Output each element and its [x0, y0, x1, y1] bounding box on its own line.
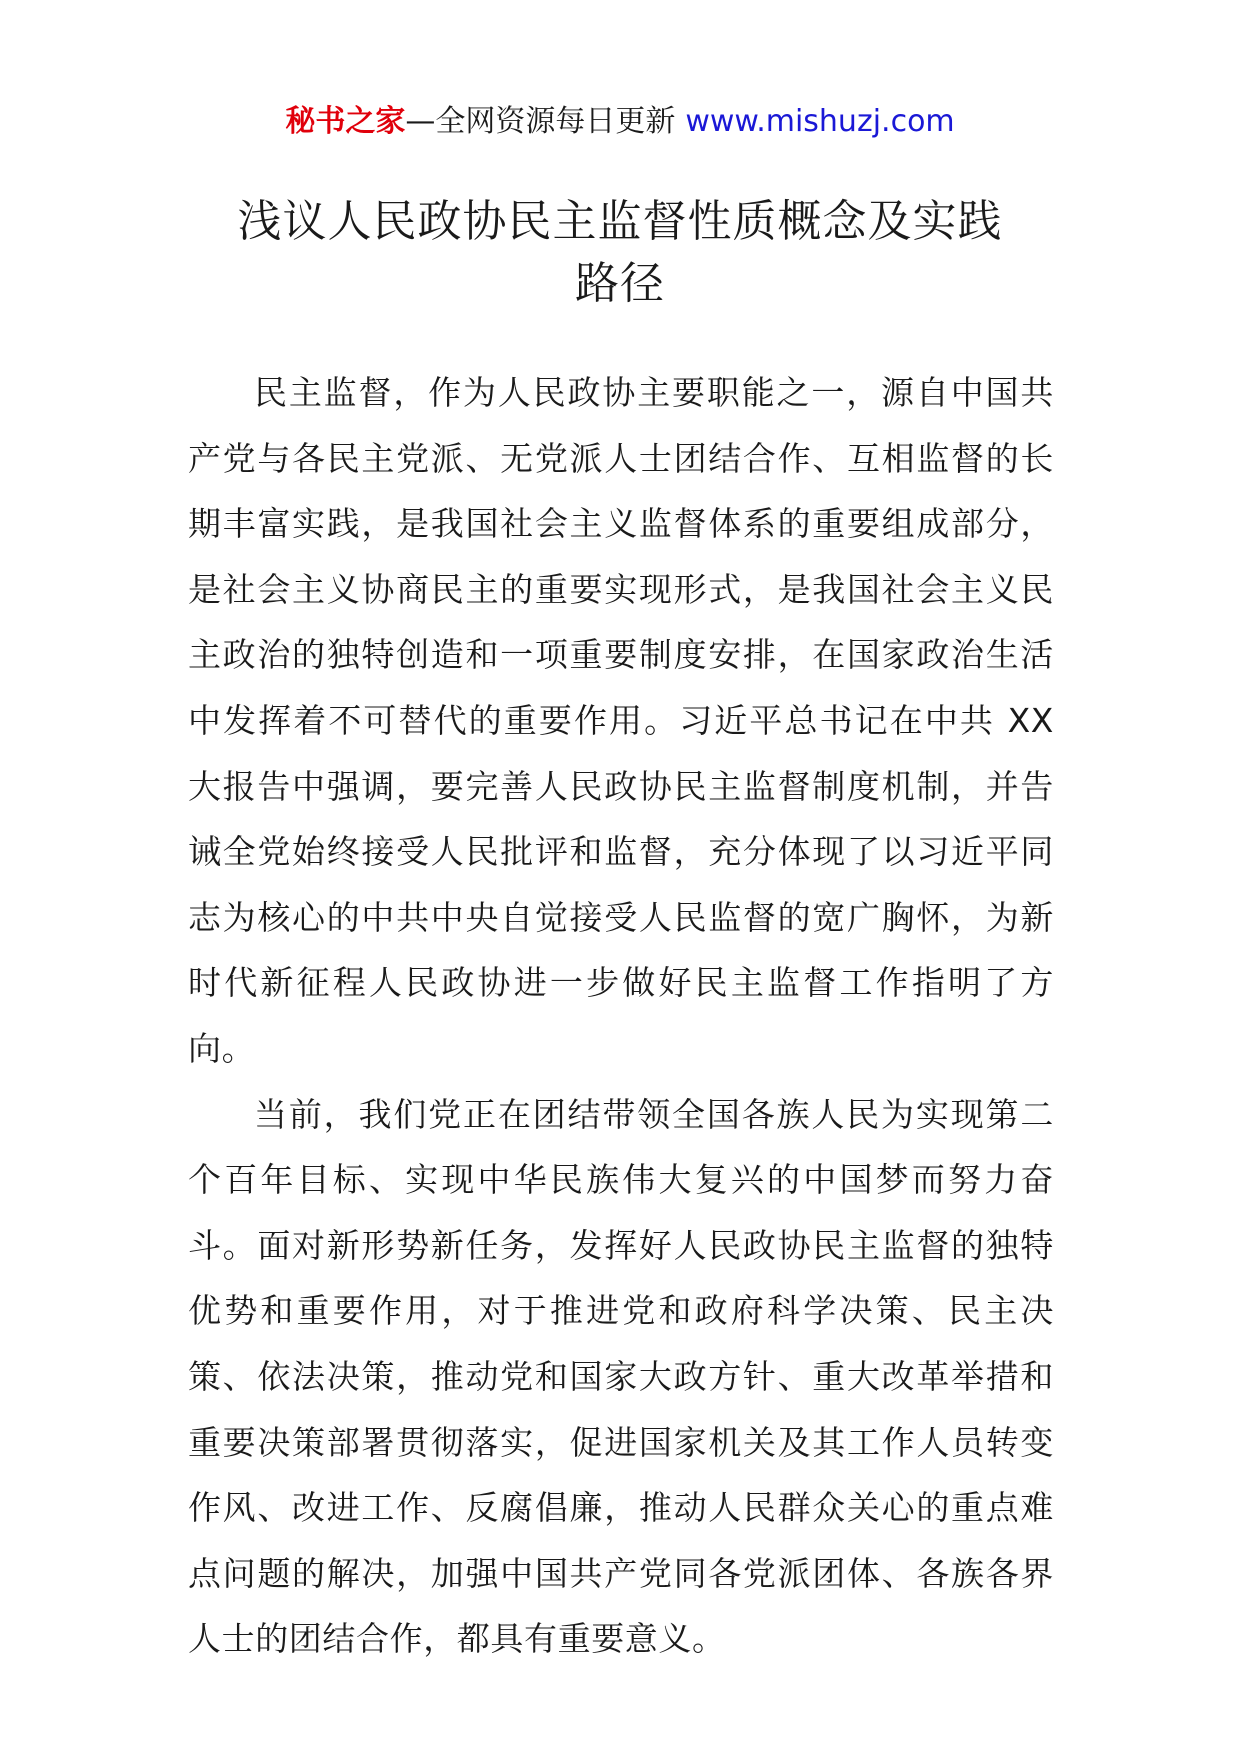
document-title: 浅议人民政协民主监督性质概念及实践路径 [237, 196, 1003, 310]
header-slogan: —全网资源每日更新 [405, 104, 676, 139]
site-url-link[interactable]: www.mishuzj.com [685, 104, 955, 139]
document-body [188, 360, 1054, 1672]
paragraph: 当前，我们党正在团结带领全国各族人民为实现第二个百年目标、实现中华民族伟大复兴的中国梦而努力奋斗。面对新形势新任务，发挥好人民政协民主监督的独特优势和重要作用，对于推进党和政府科学决策、民主决策、依法决策，推动党和国家大政方针、重大改革举措和重要决策部署贯彻落实，促进国家机关及其工作人员转变作风、改进工作、反腐倡廉，推动人民群众关心的重点难点问题的解决，加强中国共产党同各党派团体、各族各界人士的团结合作，都具有重要意义。 [188, 1094, 1054, 1659]
brand-name: 秘书之家 [285, 104, 406, 139]
paragraph: 民主监督，作为人民政协主要职能之一，源自中国共产党与各民主党派、无党派人士团结合作、互相监督的长期丰富实践，是我国社会主义监督体系的重要组成部分，是社会主义协商民主的重要实现形式，是我国社会主义民主政治的独特创造和一项重要制度安排，在国家政治生活中发挥着不可替代的重要作用。习近平总书记在中共 XX 大报告中强调，要完善人民政协民主监督制度机制，并告诫全党始终接受人民批评和监督，充分体现了以习近平同志为核心的中共中央自觉接受人民监督的宽广胸怀，为新时代新征程人民政协进一步做好民主监督工作指明了方向。 [188, 373, 1054, 1068]
site-header [0, 100, 1240, 144]
